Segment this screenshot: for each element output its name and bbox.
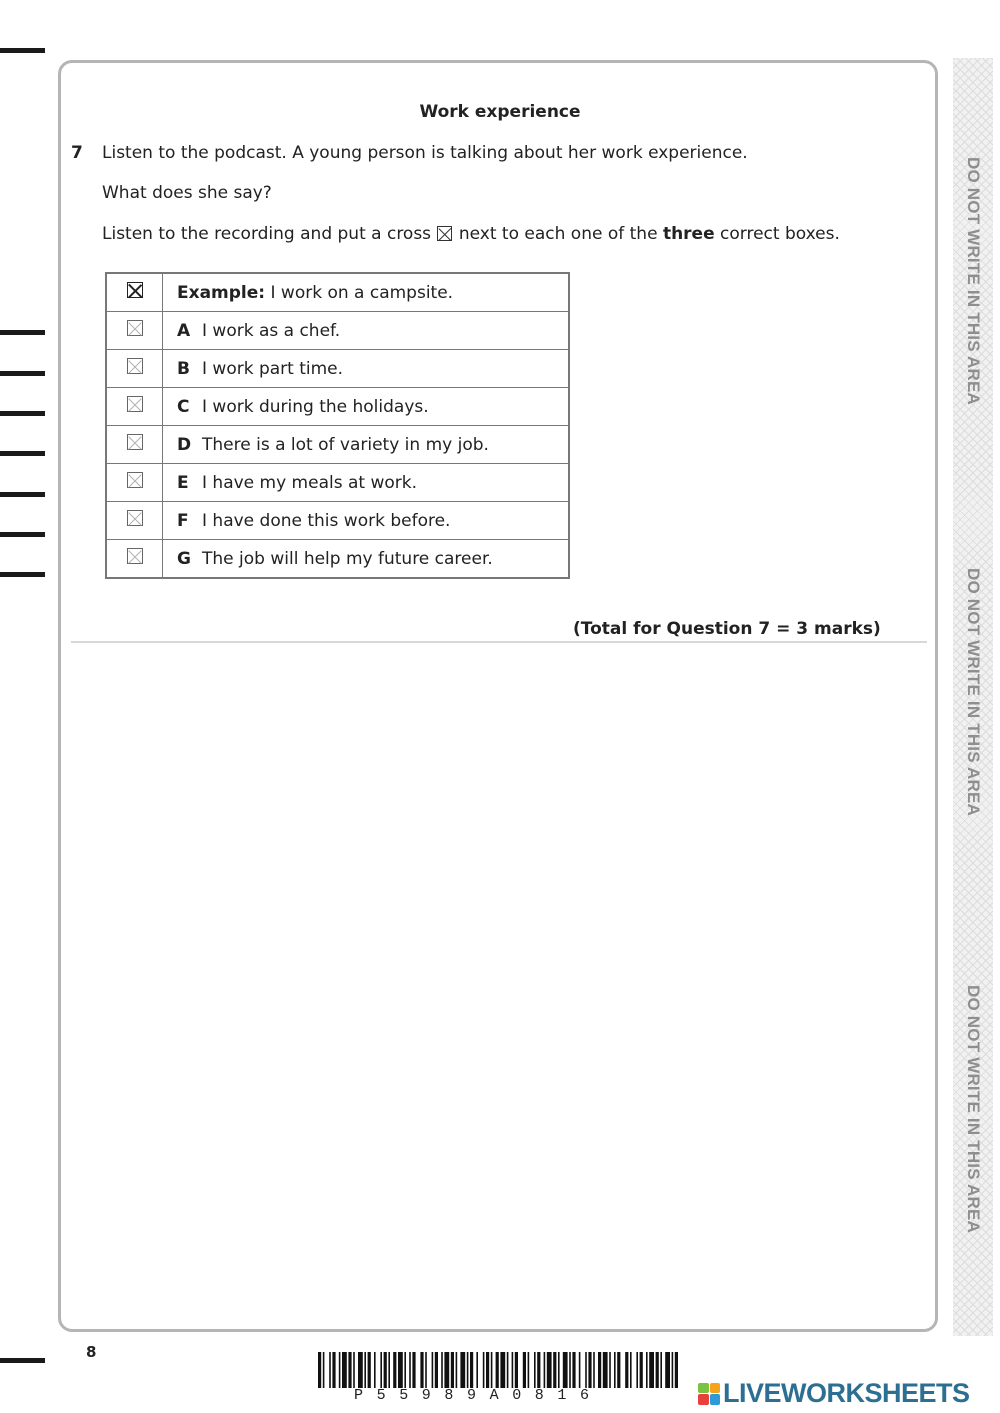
example-checkbox[interactable] xyxy=(127,282,143,298)
margin-mark xyxy=(0,330,45,335)
answer-page-frame xyxy=(58,60,938,1332)
option-row-f xyxy=(106,502,569,540)
barcode-text: P55989A0816 xyxy=(354,1387,603,1404)
checkbox-d[interactable] xyxy=(127,434,143,450)
option-text: There is a lot of variety in my job. xyxy=(202,434,489,455)
option-text: I work during the holidays. xyxy=(202,396,429,417)
barcode xyxy=(318,1352,680,1404)
checkbox-f[interactable] xyxy=(127,510,143,526)
option-row-d xyxy=(106,426,569,464)
liveworksheets-logo-icon xyxy=(698,1383,720,1405)
page-number: 8 xyxy=(86,1343,97,1361)
option-letter: E xyxy=(177,472,189,493)
option-row-c xyxy=(106,388,569,426)
question-instruction xyxy=(102,224,840,244)
margin-notice: DO NOT WRITE IN THIS AREA xyxy=(964,156,983,406)
section-title: Work experience xyxy=(419,102,581,122)
cross-box-icon xyxy=(437,226,452,241)
instruction-emphasis: three xyxy=(662,224,715,244)
option-row-a xyxy=(106,312,569,350)
option-row-b xyxy=(106,350,569,388)
margin-notice: DO NOT WRITE IN THIS AREA xyxy=(964,567,983,817)
checkbox-a[interactable] xyxy=(127,320,143,336)
option-text: I work part time. xyxy=(202,358,344,379)
margin-mark xyxy=(0,451,45,456)
margin-mark xyxy=(0,48,45,53)
option-letter: A xyxy=(177,320,191,341)
margin-mark xyxy=(0,371,45,376)
section-divider xyxy=(71,641,927,643)
instruction-text: next to each one of the xyxy=(458,224,658,244)
question-intro: Listen to the podcast. A young person is talking about her work experience. xyxy=(102,143,748,163)
margin-mark xyxy=(0,1358,45,1363)
example-text: I work on a campsite. xyxy=(270,282,454,303)
option-text: The job will help my future career. xyxy=(202,548,493,569)
option-letter: F xyxy=(177,510,189,531)
checkbox-g[interactable] xyxy=(127,548,143,564)
margin-mark xyxy=(0,492,45,497)
barcode-bars xyxy=(318,1352,680,1388)
option-text: I work as a chef. xyxy=(202,320,341,341)
option-text: I have done this work before. xyxy=(202,510,451,531)
margin-mark xyxy=(0,532,45,537)
option-letter: G xyxy=(177,548,191,569)
margin-mark xyxy=(0,411,45,416)
question-prompt: What does she say? xyxy=(102,183,272,203)
example-label: Example: xyxy=(177,282,266,303)
option-letter: B xyxy=(177,358,190,379)
option-row-g xyxy=(106,540,569,579)
question-number: 7 xyxy=(71,143,83,163)
question-total: (Total for Question 7 = 3 marks) xyxy=(573,619,881,639)
option-letter: C xyxy=(177,396,190,417)
checkbox-b[interactable] xyxy=(127,358,143,374)
checkbox-c[interactable] xyxy=(127,396,143,412)
answer-table xyxy=(105,272,570,579)
instruction-text: Listen to the recording and put a cross xyxy=(102,224,432,244)
instruction-text: correct boxes. xyxy=(720,224,840,244)
option-text: I have my meals at work. xyxy=(202,472,418,493)
checkbox-e[interactable] xyxy=(127,472,143,488)
example-row xyxy=(106,273,569,312)
margin-notice: DO NOT WRITE IN THIS AREA xyxy=(964,984,983,1234)
brand[interactable] xyxy=(698,1378,970,1409)
margin-mark xyxy=(0,572,45,577)
option-row-e xyxy=(106,464,569,502)
option-letter: D xyxy=(177,434,192,455)
brand-name: LIVEWORKSHEETS xyxy=(723,1378,970,1408)
